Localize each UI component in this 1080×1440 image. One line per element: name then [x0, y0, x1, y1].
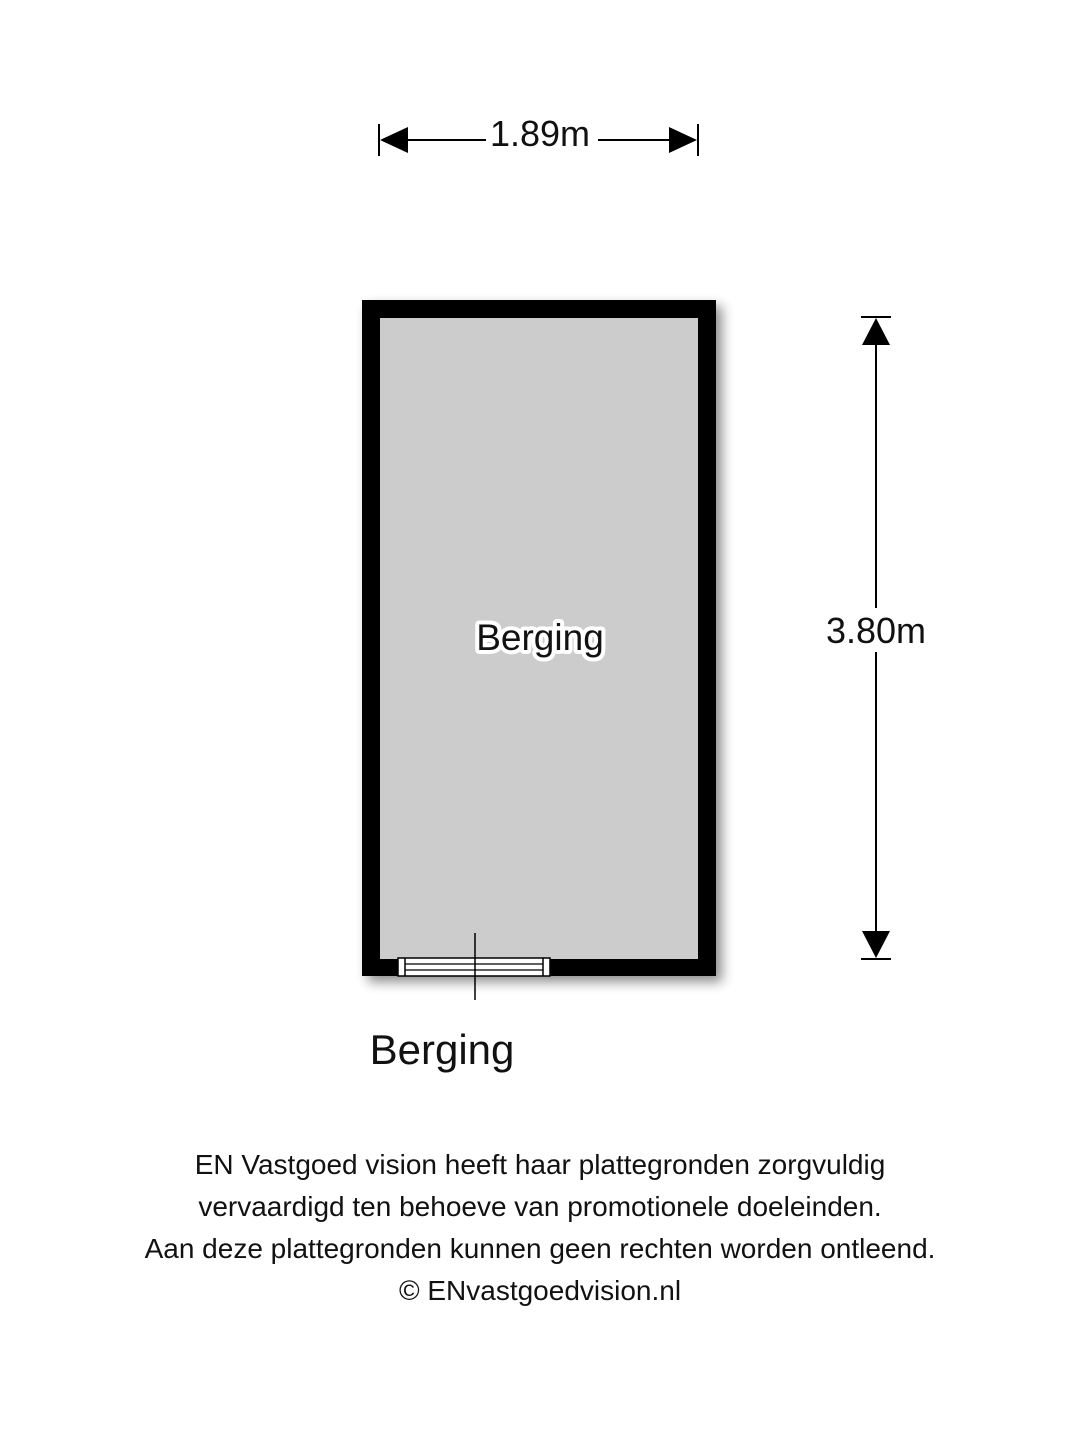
- disclaimer-line: Aan deze plattegronden kunnen geen rechten worden ontleend.: [144, 1233, 936, 1264]
- floor-label: Berging: [369, 1026, 515, 1073]
- arrow-left-icon: [380, 127, 408, 153]
- room-berging: [362, 300, 716, 1000]
- disclaimer: [40, 1144, 1040, 1312]
- disclaimer-line: vervaardigd ten behoeve van promotionele doeleinden.: [198, 1191, 882, 1222]
- room-label: Berging: [476, 617, 604, 658]
- arrow-up-icon: [862, 318, 890, 345]
- arrow-down-icon: [862, 931, 890, 958]
- copyright-line: © ENvastgoedvision.nl: [398, 1275, 682, 1306]
- height-dimension: [826, 317, 926, 959]
- door-threshold: [398, 958, 550, 976]
- width-label: 1.89m: [489, 113, 591, 154]
- arrow-right-icon: [669, 127, 697, 153]
- width-dimension: [379, 113, 698, 156]
- disclaimer-line: EN Vastgoed vision heeft haar plattegronden zorgvuldig: [194, 1149, 886, 1180]
- height-label: 3.80m: [825, 610, 927, 651]
